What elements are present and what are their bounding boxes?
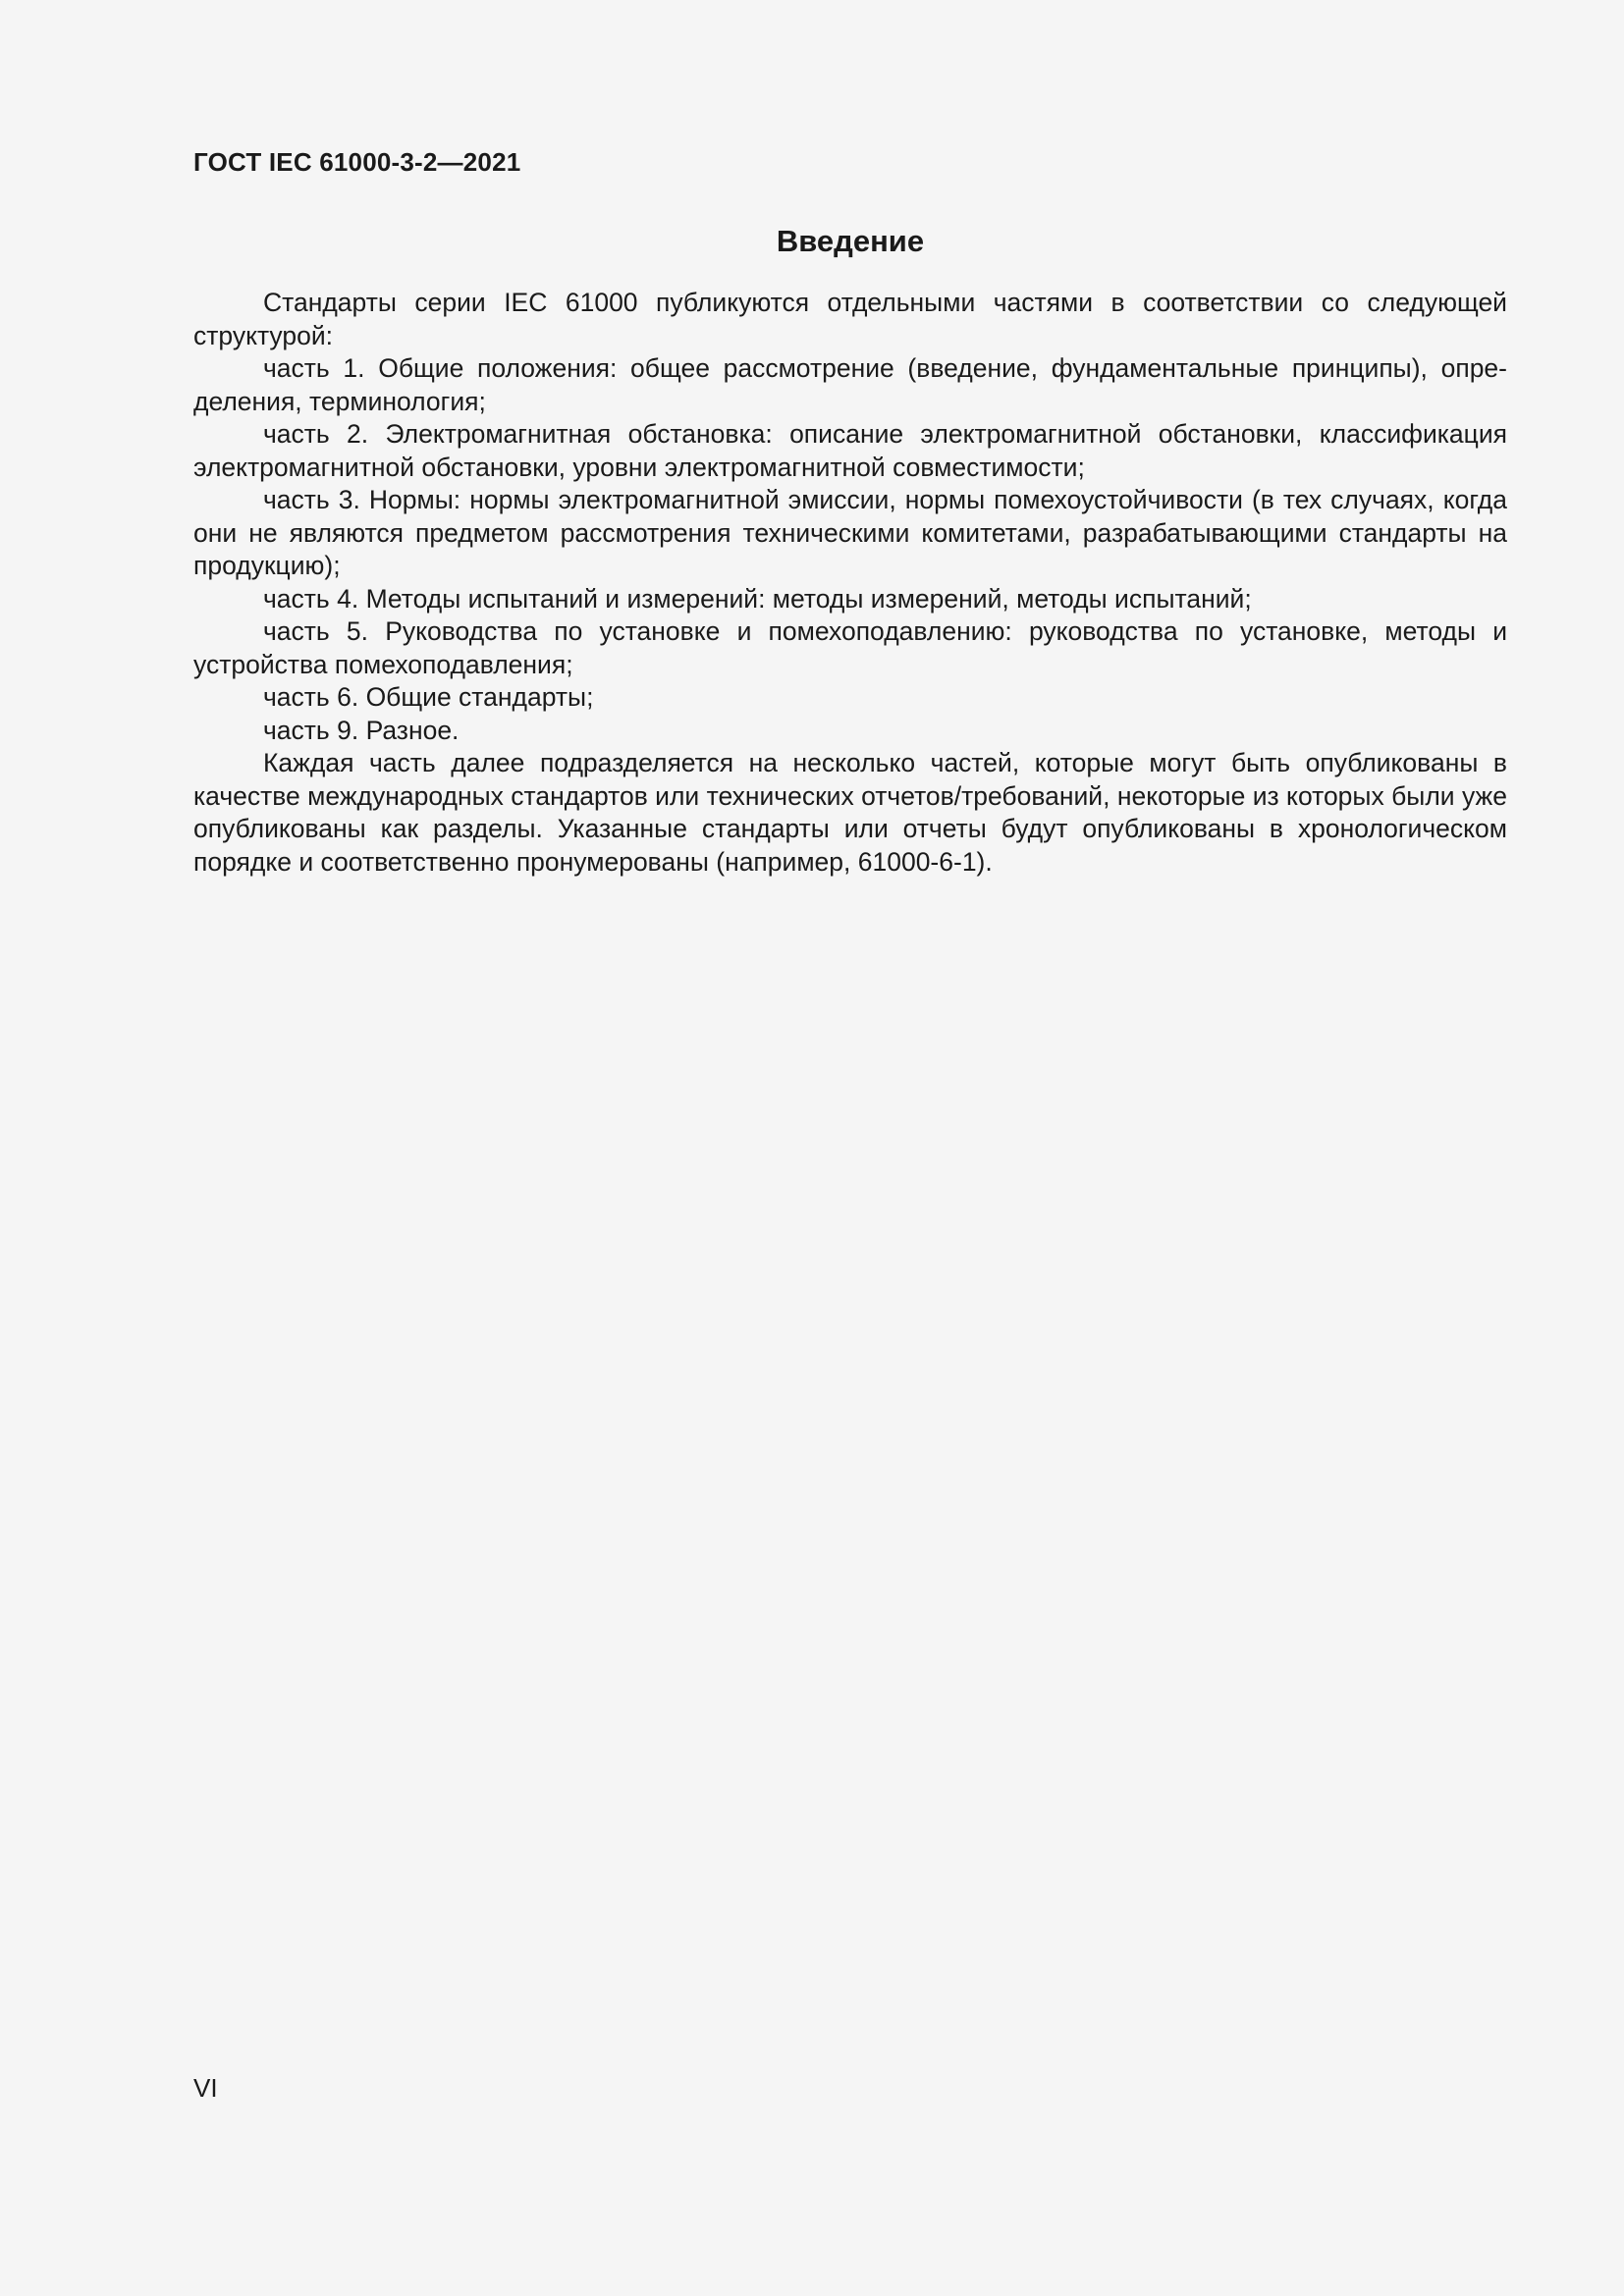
- paragraph-part-2: часть 2. Электромагнитная обстановка: описание электромагнитной обстановки, классификация электромагнитной обстановки, уровни электромагнитной совместимости;: [193, 419, 1507, 482]
- paragraph-intro: Стандарты серии IEC 61000 публикуются отдельными частями в соответствии со следующей структурой:: [193, 288, 1507, 350]
- paragraph-part-9: часть 9. Разное.: [263, 715, 460, 745]
- paragraph-part-5: часть 5. Руководства по установке и помехоподавлению: руководства по установке, методы и устройства помехоподавления;: [193, 616, 1507, 679]
- paragraph-part-6: часть 6. Общие стандарты;: [263, 682, 594, 712]
- body-text: [193, 287, 1507, 879]
- section-title: Введение: [776, 224, 925, 258]
- paragraph-part-4: часть 4. Методы испытаний и измерений: методы измерений, методы испытаний;: [263, 583, 1252, 614]
- page-number: VI: [193, 2073, 218, 2103]
- paragraph-subdivision: Каждая часть далее подразделяется на несколько частей, которые могут быть опубликованы в качестве международных стандартов или технических отчетов/требований, некоторые из которых были уже опубликованы как разделы. Указанные стандарты или отчеты будут опубликованы в хронологическом порядке и соответственно пронумерованы (например, 61000-6-1).: [193, 748, 1507, 877]
- paragraph-part-1: часть 1. Общие положения: общее рассмотрение (введение, фундаментальные принципы), определения, терминология;: [193, 353, 1507, 416]
- paragraph-part-3: часть 3. Нормы: нормы электромагнитной эмиссии, нормы помехоустойчивости (в тех случаях, когда они не являются предметом рассмотрения техническими комитетами, разрабатывающими стандарты на продукцию);: [193, 485, 1507, 580]
- page-header-document-code: ГОСТ IEC 61000-3-2—2021: [193, 147, 521, 177]
